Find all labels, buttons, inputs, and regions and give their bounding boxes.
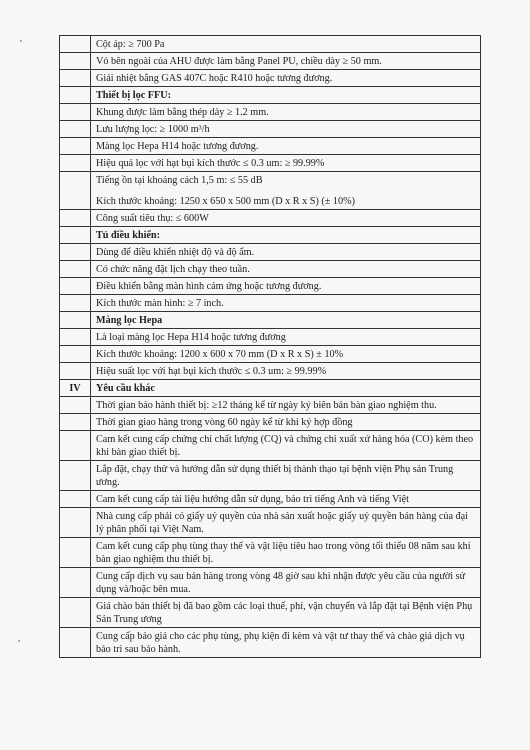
table-row xyxy=(60,227,481,244)
scan-speck xyxy=(18,640,20,642)
section-number-cell xyxy=(60,598,91,628)
section-number-cell xyxy=(60,244,91,261)
table-row xyxy=(60,53,481,70)
section-number-cell xyxy=(60,312,91,329)
section-number-cell xyxy=(60,227,91,244)
section-number-cell xyxy=(60,538,91,568)
requirement-cell: Cam kết cung cấp tài liệu hướng dẫn sử dụng, bảo trì tiếng Anh và tiếng Việt xyxy=(91,491,481,508)
section-number-cell xyxy=(60,461,91,491)
requirement-cell xyxy=(91,172,481,210)
section-number-cell xyxy=(60,121,91,138)
section-number-cell xyxy=(60,36,91,53)
requirement-cell: Giải nhiệt bằng GAS 407C hoặc R410 hoặc tương đương. xyxy=(91,70,481,87)
table-row xyxy=(60,104,481,121)
requirement-cell: Là loại màng lọc Hepa H14 hoặc tương đương xyxy=(91,329,481,346)
requirement-cell: Điều khiển bằng màn hình cảm ứng hoặc tương đương. xyxy=(91,278,481,295)
requirement-cell: Có chức năng đặt lịch chạy theo tuần. xyxy=(91,261,481,278)
requirement-cell: Thời gian bảo hành thiết bị: ≥12 tháng kể từ ngày ký biên bản bàn giao nghiệm thu. xyxy=(91,397,481,414)
section-number-cell xyxy=(60,568,91,598)
table-row xyxy=(60,87,481,104)
requirement-cell: Kích thước khoảng: 1200 x 600 x 70 mm (D x R x S) ± 10% xyxy=(91,346,481,363)
section-heading-cell: Tủ điều khiển: xyxy=(91,227,481,244)
table-row xyxy=(60,346,481,363)
requirement-cell: Khung được làm bằng thép dày ≥ 1.2 mm. xyxy=(91,104,481,121)
requirement-cell: Nhà cung cấp phải có giấy uỷ quyền của nhà sản xuất hoặc giấy uỷ quyền bán hàng của đại lý phân phối tại Việt Nam. xyxy=(91,508,481,538)
specification-table-body xyxy=(60,36,481,658)
section-number-cell xyxy=(60,363,91,380)
requirement-cell: Thời gian giao hàng trong vòng 60 ngày kể từ khi ký hợp đồng xyxy=(91,414,481,431)
section-number-cell xyxy=(60,397,91,414)
section-number-cell xyxy=(60,210,91,227)
requirement-cell: Hiệu suất lọc với hạt bụi kích thước ≤ 0.3 um: ≥ 99.99% xyxy=(91,363,481,380)
requirement-cell: Màng lọc Hepa H14 hoặc tương đương. xyxy=(91,138,481,155)
section-number-cell xyxy=(60,261,91,278)
requirement-text: Tiếng ồn tại khoảng cách 1,5 m: ≤ 55 dB xyxy=(96,175,263,186)
section-number-cell xyxy=(60,87,91,104)
table-row xyxy=(60,312,481,329)
requirement-cell: Dùng để điều khiển nhiệt độ và độ ẩm. xyxy=(91,244,481,261)
requirement-cell: Hiệu quả lọc với hạt bụi kích thước ≤ 0.3 um: ≥ 99.99% xyxy=(91,155,481,172)
requirement-cell: Lắp đặt, chạy thử và hướng dẫn sử dụng thiết bị thành thạo tại bệnh viện Phụ sản Trung ương. xyxy=(91,461,481,491)
table-row xyxy=(60,598,481,628)
table-row xyxy=(60,628,481,658)
section-number-cell: IV xyxy=(60,380,91,397)
table-row xyxy=(60,461,481,491)
table-row xyxy=(60,210,481,227)
table-row xyxy=(60,508,481,538)
section-number-cell xyxy=(60,172,91,210)
table-row xyxy=(60,244,481,261)
requirement-cell: Cam kết cung cấp phụ tùng thay thế và vật liệu tiêu hao trong vòng tối thiểu 08 năm sau khi bàn giao nghiệm thu thiết bị. xyxy=(91,538,481,568)
table-row xyxy=(60,431,481,461)
requirement-cell: Giá chào bán thiết bị đã bao gồm các loại thuế, phí, vận chuyển và lắp đặt tại Bệnh viện Phụ Sản Trung ương xyxy=(91,598,481,628)
section-number-cell xyxy=(60,346,91,363)
requirement-cell: Lưu lượng lọc: ≥ 1000 m³/h xyxy=(91,121,481,138)
table-row xyxy=(60,155,481,172)
table-row xyxy=(60,70,481,87)
requirement-cell: Công suất tiêu thụ: ≤ 600W xyxy=(91,210,481,227)
requirement-cell: Vỏ bên ngoài của AHU được làm bằng Panel PU, chiều dày ≥ 50 mm. xyxy=(91,53,481,70)
table-row xyxy=(60,138,481,155)
requirement-cell: Cung cấp dịch vụ sau bán hàng trong vòng 48 giờ sau khi nhận được yêu cầu của người sử dụng và/hoặc bên mua. xyxy=(91,568,481,598)
specification-table xyxy=(59,35,481,658)
requirement-cell: Cột áp: ≥ 700 Pa xyxy=(91,36,481,53)
table-row xyxy=(60,278,481,295)
section-number-cell xyxy=(60,155,91,172)
table-row xyxy=(60,121,481,138)
section-heading-cell: Yêu cầu khác xyxy=(91,380,481,397)
table-row xyxy=(60,36,481,53)
section-number-cell xyxy=(60,431,91,461)
section-number-cell xyxy=(60,70,91,87)
section-number-cell xyxy=(60,628,91,658)
table-row xyxy=(60,329,481,346)
requirement-cell: Cung cấp báo giá cho các phụ tùng, phụ kiện đi kèm và vật tư thay thế và chào giá dịch vụ bảo trì sau bảo hành. xyxy=(91,628,481,658)
table-row xyxy=(60,397,481,414)
requirement-text: Kích thước khoảng: 1250 x 650 x 500 mm (D x R x S) (± 10%) xyxy=(96,196,355,207)
requirement-cell: Cam kết cung cấp chứng chỉ chất lượng (CQ) và chứng chỉ xuất xứ hàng hóa (CO) kèm theo khi bàn giao thiết bị. xyxy=(91,431,481,461)
table-row xyxy=(60,261,481,278)
section-number-cell xyxy=(60,295,91,312)
requirement-cell: Kích thước màn hình: ≥ 7 inch. xyxy=(91,295,481,312)
section-heading-cell: Màng lọc Hepa xyxy=(91,312,481,329)
section-number-cell xyxy=(60,414,91,431)
section-heading-cell: Thiết bị lọc FFU: xyxy=(91,87,481,104)
table-row xyxy=(60,568,481,598)
section-number-cell xyxy=(60,508,91,538)
table-row xyxy=(60,538,481,568)
table-row xyxy=(60,414,481,431)
section-number-cell xyxy=(60,278,91,295)
table-row xyxy=(60,363,481,380)
section-number-cell xyxy=(60,53,91,70)
section-number-cell xyxy=(60,138,91,155)
table-row xyxy=(60,491,481,508)
table-row xyxy=(60,380,481,397)
scan-speck xyxy=(20,40,22,42)
table-row xyxy=(60,295,481,312)
section-number-cell xyxy=(60,104,91,121)
section-number-cell xyxy=(60,491,91,508)
section-number-cell xyxy=(60,329,91,346)
table-row xyxy=(60,172,481,210)
